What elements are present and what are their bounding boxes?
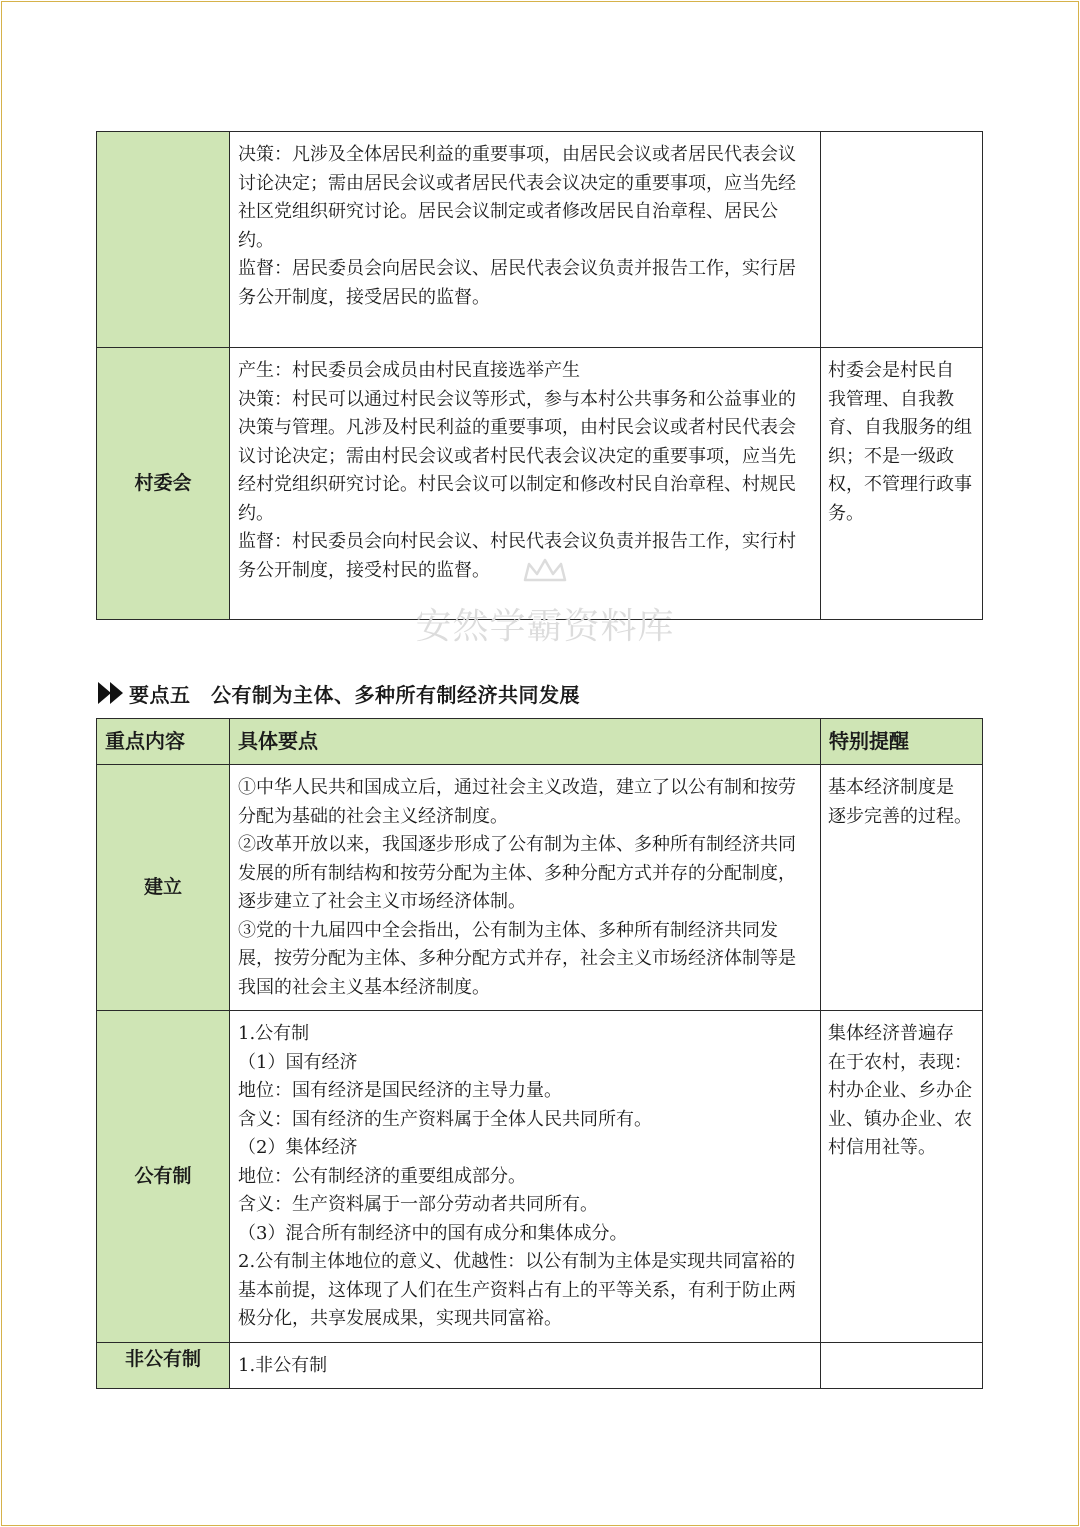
content-line: 约。: [238, 502, 274, 524]
row-label: 村委会: [97, 348, 230, 620]
note-line: 业、镇办企业、农: [828, 1108, 972, 1130]
table-row: [97, 1342, 983, 1389]
content-line: 逐步建立了社会主义市场经济体制。: [238, 891, 526, 912]
content-line: 含义：国有经济的生产资料属于全体人民共同所有。: [238, 1108, 652, 1130]
table-row: [97, 765, 983, 1011]
table-row: [97, 132, 983, 348]
content-line: 决策：凡涉及全体居民利益的重要事项，由居民会议或者居民代表会议: [238, 144, 796, 165]
content-line: （3）混合所有制经济中的国有成分和集体成分。: [238, 1222, 628, 1244]
row-note: [821, 1011, 983, 1343]
row-note: [821, 132, 983, 348]
content-line: 约。: [238, 229, 274, 251]
content-line: ③党的十九届四中全会指出，公有制为主体、多种所有制经济共同发: [238, 919, 778, 941]
content-line: 分配为基础的社会主义经济制度。: [238, 805, 508, 827]
content-line: （1）国有经济: [238, 1051, 358, 1073]
row-content: [230, 765, 821, 1011]
note-line: 育、自我服务的组: [828, 417, 972, 438]
note-line: 村信用社等。: [828, 1137, 936, 1158]
content-line: 2.公有制主体地位的意义、优越性：以公有制为主体是实现共同富裕的: [238, 1251, 796, 1272]
note-line: 我管理、自我教: [828, 388, 954, 410]
content-line: 极分化，共享发展成果，实现共同富裕。: [238, 1308, 562, 1329]
table-header-row: [97, 719, 983, 765]
content-line: 决策与管理。凡涉及村民利益的重要事项，由村民会议或者村民代表会: [238, 417, 796, 438]
table-row: [97, 1011, 983, 1343]
note-line: 务。: [828, 502, 864, 524]
content-line: 1.公有制: [238, 1023, 310, 1044]
row-label: 公有制: [97, 1011, 230, 1343]
content-line: 社区党组织研究讨论。居民会议制定或者修改居民自治章程、居民公: [238, 201, 778, 222]
content-line: 我国的社会主义基本经济制度。: [238, 976, 490, 998]
note-line: 基本经济制度是: [828, 777, 954, 798]
note-line: 村办企业、乡办企: [828, 1080, 972, 1101]
section-title: [97, 676, 580, 710]
note-line: 集体经济普遍存: [828, 1023, 954, 1044]
header-cell: 重点内容: [97, 719, 230, 765]
note-line: 织；不是一级政: [828, 445, 954, 467]
content-line: ①中华人民共和国成立后，通过社会主义改造，建立了以公有制和按劳: [238, 777, 796, 798]
content-line: 地位：公有制经济的重要组成部分。: [238, 1165, 526, 1187]
note-line: 权，不管理行政事: [828, 474, 972, 495]
row-label: 建立: [97, 765, 230, 1011]
note-line: 村委会是村民自: [828, 360, 954, 381]
row-note: [821, 1342, 983, 1389]
row-content: [230, 132, 821, 348]
content-line: 地位：国有经济是国民经济的主导力量。: [238, 1080, 562, 1101]
content-line: 务公开制度，接受居民的监督。: [238, 286, 490, 308]
row-content: [230, 1011, 821, 1343]
content-line: 产生：村民委员会成员由村民直接选举产生: [238, 360, 580, 381]
content-line: 经村党组织研究讨论。村民会议可以制定和修改村民自治章程、村规民: [238, 474, 796, 495]
row-content: [230, 1342, 821, 1389]
row-content: [230, 348, 821, 620]
content-line: 议讨论决定；需由村民会议或者村民代表会议决定的重要事项，应当先: [238, 445, 796, 467]
note-line: 在于农村，表现：: [828, 1051, 972, 1073]
top-table: [96, 131, 983, 620]
content-line: 监督：居民委员会向居民会议、居民代表会议负责并报告工作，实行居: [238, 258, 796, 279]
note-line: 逐步完善的过程。: [828, 805, 972, 827]
content-line: 含义：生产资料属于一部分劳动者共同所有。: [238, 1194, 598, 1215]
section-title-text: 要点五 公有制为主体、多种所有制经济共同发展: [129, 682, 580, 707]
content-line: 1.非公有制: [238, 1354, 328, 1376]
header-cell: 具体要点: [230, 719, 821, 765]
content-line: 讨论决定；需由居民会议或者居民代表会议决定的重要事项，应当先经: [238, 172, 796, 194]
main-table: [96, 718, 983, 1389]
content-line: 基本前提，这体现了人们在生产资料占有上的平等关系，有利于防止两: [238, 1279, 796, 1301]
table-row: [97, 348, 983, 620]
row-note: [821, 765, 983, 1011]
content-line: 监督：村民委员会向村民会议、村民代表会议负责并报告工作，实行村: [238, 531, 796, 552]
row-label: [97, 132, 230, 348]
header-cell: 特别提醒: [821, 719, 983, 765]
content-line: ②改革开放以来，我国逐步形成了公有制为主体、多种所有制经济共同: [238, 834, 796, 855]
double-arrow-icon: [97, 681, 127, 705]
content-line: （2）集体经济: [238, 1137, 358, 1158]
row-note: [821, 348, 983, 620]
watermark-text: 安然学霸资料库: [415, 606, 675, 647]
content-line: 发展的所有制结构和按劳分配为主体、多种分配方式并存的分配制度，: [238, 862, 796, 884]
content-line: 决策：村民可以通过村民会议等形式，参与本村公共事务和公益事业的: [238, 388, 796, 410]
content-line: 务公开制度，接受村民的监督。: [238, 559, 490, 581]
row-label: 非公有制: [97, 1342, 230, 1389]
content-line: 展，按劳分配为主体、多种分配方式并存，社会主义市场经济体制等是: [238, 948, 796, 969]
